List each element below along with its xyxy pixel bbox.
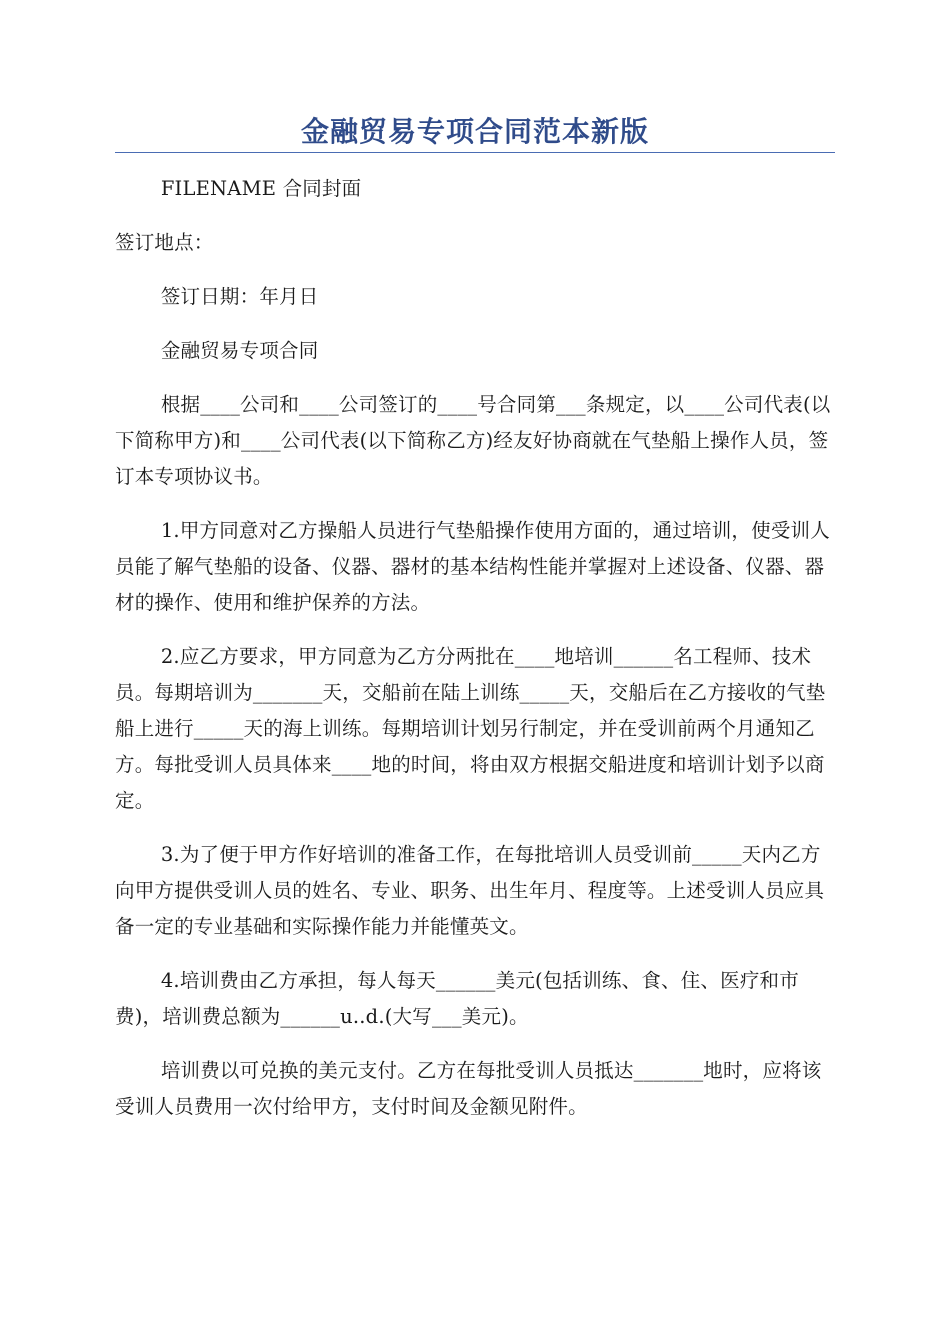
paragraph-clause-4: 4.培训费由乙方承担，每人每天______美元(包括训练、食、住、医疗和市费)，培训费总额为______u..d.(大写___美元)。: [115, 969, 799, 1028]
paragraph-clause-2: 2.应乙方要求，甲方同意为乙方分两批在____地培训______名工程师、技术员。每期培训为_______天，交船前在陆上训练_____天，交船后在乙方接收的气垫船上进行_____天的海上训练。每期培训计划另行制定，并在受训前两个月通知乙方。每批受训人员具体来____地的时间，将由双方根据交船进度和培训计划予以商定。: [115, 645, 826, 812]
paragraph-clause-1: 1.甲方同意对乙方操船人员进行气垫船操作使用方面的，通过培训，使受训人员能了解气垫船的设备、仪器、器材的基本结构性能并掌握对上述设备、仪器、器材的操作、使用和维护保养的方法。: [115, 519, 830, 614]
paragraph-payment: 培训费以可兑换的美元支付。乙方在每批受训人员抵达_______地时，应将该受训人员费用一次付给甲方，支付时间及金额见附件。: [115, 1059, 822, 1118]
paragraph-contract-name: 金融贸易专项合同: [160, 339, 319, 362]
paragraph-clause-3: 3.为了便于甲方作好培训的准备工作，在每批培训人员受训前_____天内乙方向甲方提供受训人员的姓名、专业、职务、出生年月、程度等。上述受训人员应具备一定的专业基础和实际操作能力并能懂英文。: [115, 843, 825, 938]
paragraph-signing-place: 签订地点：: [115, 231, 214, 254]
paragraph-preamble: 根据____公司和____公司签订的____号合同第___条规定，以____公司代表(以下简称甲方)和____公司代表(以下简称乙方)经友好协商就在气垫船上操作人员，签订本专项协议书。: [115, 393, 831, 488]
paragraph-filename: FILENAME 合同封面: [160, 177, 362, 200]
paragraph-signing-date: 签订日期：年月日: [160, 285, 319, 308]
title-underline: [115, 152, 835, 153]
document-title: 金融贸易专项合同范本新版: [300, 115, 649, 148]
